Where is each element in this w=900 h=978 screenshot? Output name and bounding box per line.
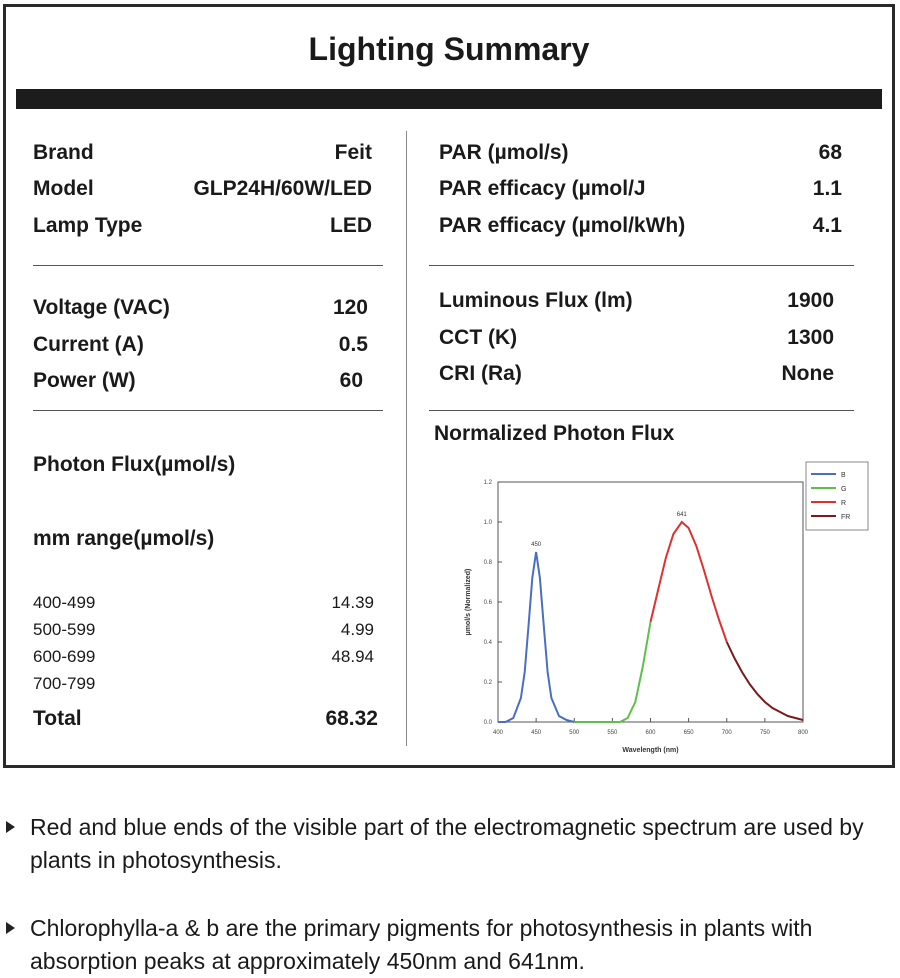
x-tick-label: 700 [721,730,732,736]
legend-label: G [841,486,847,493]
voltage-value: 120 [332,296,368,319]
legend-label: R [841,500,847,507]
y-tick-label: 1.2 [483,480,492,486]
cct-label: CCT (K) [439,326,518,349]
legend-label: B [841,472,846,479]
current-label: Current (A) [33,333,144,356]
right-divider-2 [429,410,854,411]
total-label: Total [33,707,82,730]
photon-flux-chart [458,452,878,762]
model-value: GLP24H/60W/LED [193,177,372,200]
luminous-flux-label: Luminous Flux (lm) [439,289,633,312]
y-axis-label: µmol/s (Normalized) [465,568,472,636]
y-tick-label: 0.0 [483,720,492,726]
y-tick-label: 0.8 [483,560,492,566]
power-value: 60 [339,369,363,392]
range-500-label: 500-599 [33,620,96,639]
x-tick-label: 500 [569,730,580,736]
title-divider-bar [16,89,882,109]
photon-flux-heading: Photon Flux(µmol/s) [33,453,236,476]
left-divider-1 [33,265,383,266]
cri-value: None [781,362,834,385]
y-tick-label: 0.2 [483,680,492,686]
lamp-type-value: LED [330,214,372,237]
cri-label: CRI (Ra) [439,362,522,385]
legend-box [806,462,868,530]
range-400-value: 14.39 [331,593,374,612]
x-tick-label: 800 [797,730,809,736]
column-divider [406,131,407,746]
x-tick-label: 750 [759,730,770,736]
x-tick-label: 550 [607,730,618,736]
model-label: Model [33,177,94,200]
y-tick-label: 1.0 [483,520,492,526]
total-value: 68.32 [325,707,378,730]
par-efficacy-kwh-label: PAR efficacy (µmol/kWh) [439,214,686,237]
range-700-label: 700-799 [33,674,96,693]
range-heading: mm range(µmol/s) [33,527,215,550]
par-efficacy-label: PAR efficacy (µmol/J [439,177,646,200]
current-value: 0.5 [338,333,368,356]
cct-value: 1300 [787,326,834,349]
series-b-line [498,552,574,722]
right-divider-1 [429,265,854,266]
voltage-label: Voltage (VAC) [33,296,170,319]
range-500-value: 4.99 [340,620,374,639]
par-efficacy-value: 1.1 [812,177,842,200]
power-label: Power (W) [33,369,136,392]
peak-label: 641 [676,512,687,518]
range-600-label: 600-699 [33,647,96,666]
series-r-line [651,522,727,642]
legend-label: FR [841,514,851,521]
page-title: Lighting Summary [308,31,590,67]
brand-value: Feit [334,141,372,164]
left-divider-2 [33,410,383,411]
luminous-flux-value: 1900 [787,289,834,312]
x-tick-label: 450 [531,730,542,736]
peak-label: 450 [531,542,542,548]
x-tick-label: 650 [683,730,694,736]
series-fr-line [727,642,803,720]
y-tick-label: 0.4 [483,640,492,646]
par-efficacy-kwh-value: 4.1 [812,214,842,237]
range-600-value: 48.94 [331,647,374,666]
lighting-summary-panel [3,4,895,768]
note-text: Red and blue ends of the visible part of the electromagnetic spectrum are used by plants in photosynthesis. [30,814,864,873]
range-400-label: 400-499 [33,593,96,612]
x-tick-label: 600 [645,730,656,736]
note-text: Chlorophylla-a & b are the primary pigments for photosynthesis in plants with absorption peaks at approximately 450nm and 641nm. [30,915,813,974]
x-axis-label: Wavelength (nm) [622,747,679,754]
series-g-line [574,622,650,722]
chart-heading: Normalized Photon Flux [434,422,675,445]
y-tick-label: 0.6 [483,600,492,606]
bullet-triangle-icon [6,922,15,934]
lamp-type-label: Lamp Type [33,214,143,237]
brand-label: Brand [33,141,94,164]
par-value: 68 [818,141,842,164]
bullet-triangle-icon [6,821,15,833]
x-tick-label: 400 [492,730,504,736]
par-label: PAR (µmol/s) [439,141,569,164]
plot-frame [498,482,803,722]
